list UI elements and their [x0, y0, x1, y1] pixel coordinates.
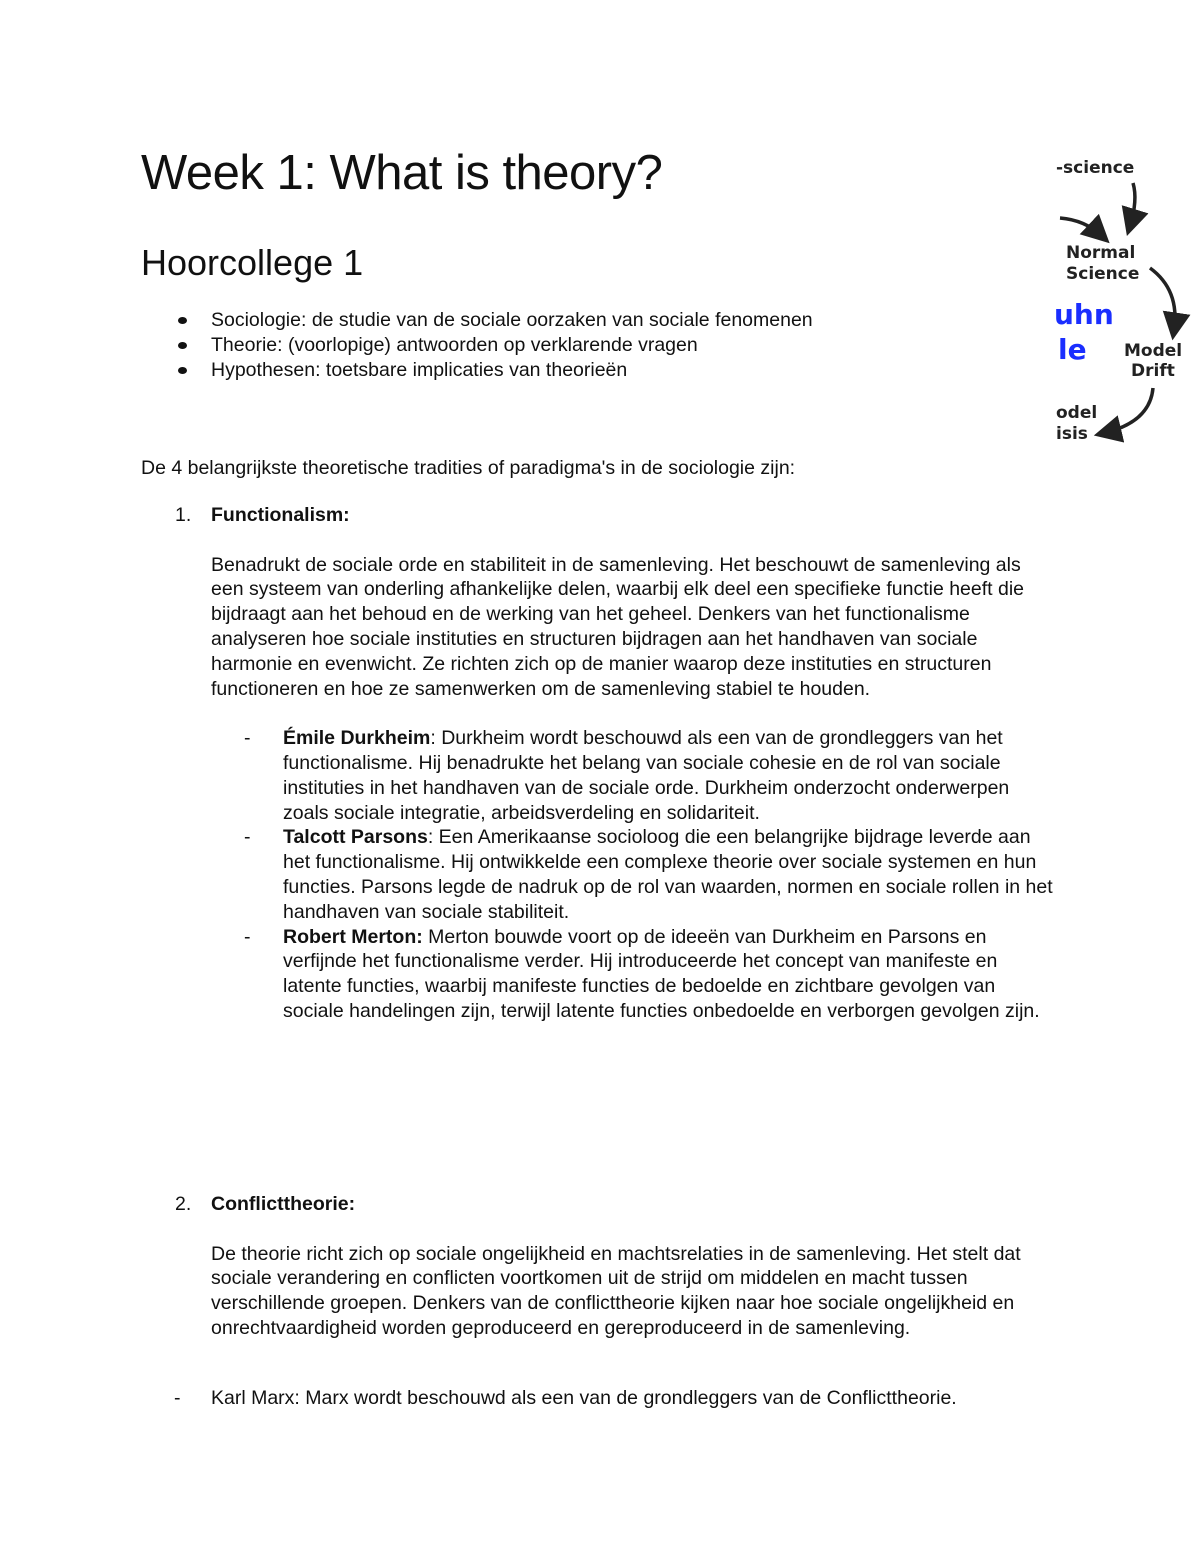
- section-number: 1.: [175, 504, 192, 526]
- section-functionalism: [141, 503, 1051, 1024]
- thinker-description: Karl Marx: Marx wordt beschouwd als een van de grondleggers van de Conflicttheorie.: [211, 1387, 957, 1409]
- thinker-description: : Durkheim wordt beschouwd als een van de grondleggers van het functionalisme. Hij benadrukte het belang van sociale cohesie en de rol van sociale instituties in het handhaven van de sociale orde. Durkheim onderzocht onderwerpen zoals sociale integratie, arbeidsverdeling en solidariteit.: [283, 727, 1010, 824]
- figure-label: odel: [1056, 403, 1098, 423]
- figure-label: -science: [1056, 158, 1135, 178]
- thinker-list: [141, 726, 1051, 1024]
- arrow-icon: [1150, 268, 1175, 330]
- list-item: Sociologie: de studie van de sociale oorzaken van sociale fenomenen: [141, 308, 1041, 333]
- section-heading: [141, 503, 1051, 528]
- intro-paragraph: De 4 belangrijkste theoretische tradities of paradigma's in de sociologie zijn:: [141, 457, 796, 479]
- figure-label: isis: [1056, 424, 1088, 444]
- thinker-karl-marx: [141, 1386, 1051, 1411]
- figure-label: uhn: [1054, 298, 1114, 331]
- bullet-icon: [178, 342, 187, 349]
- dash-marker: -: [244, 826, 251, 849]
- section-title: Functionalism:: [211, 504, 350, 526]
- figure-label: Drift: [1131, 361, 1175, 381]
- section-heading: [141, 1192, 1051, 1217]
- page-title: Week 1: What is theory?: [141, 146, 663, 200]
- figure-label: le: [1058, 333, 1087, 366]
- thinker-name: Robert Merton:: [283, 925, 423, 948]
- thinker-name: Talcott Parsons: [283, 826, 428, 849]
- bullet-icon: [178, 317, 187, 324]
- list-item: [141, 925, 1053, 1024]
- figure-label: Model: [1124, 341, 1183, 361]
- figure-label: Science: [1066, 264, 1140, 284]
- kuhn-cycle-diagram: [1040, 150, 1200, 450]
- list-item: [141, 726, 1053, 825]
- section-paragraph: De theorie richt zich op sociale ongelijkheid en machtsrelaties in de samenleving. Het stelt dat sociale verandering en conflicten voortkomen uit de strijd om middelen en macht tussen verschillende groepen. Denkers van de conflicttheorie kijken naar hoe sociale ongelijkheid en onrechtvaardigheid worden geproduceerd en gereproduceerd in de samenleving.: [211, 1242, 1021, 1339]
- arrow-icon: [1130, 183, 1135, 226]
- list-item: Theorie: (voorlopige) antwoorden op verklarende vragen: [141, 333, 1041, 358]
- lecture-subtitle: Hoorcollege 1: [141, 242, 364, 283]
- arrow-icon: [1104, 388, 1153, 433]
- section-title: Conflicttheorie:: [211, 1193, 356, 1215]
- arrow-icon: [1060, 218, 1102, 236]
- definition-list: [141, 308, 1041, 382]
- thinker-description: : Een Amerikaanse socioloog die een belangrijke bijdrage leverde aan het functionalisme. Hij ontwikkelde een complexe theorie over sociale systemen en hun functies. Parsons legde de nadruk op de rol van waarden, normen en sociale rollen in het handhaven van sociale stabiliteit.: [283, 826, 1053, 923]
- figure-label: Normal: [1066, 243, 1136, 263]
- section-conflicttheorie: [141, 1192, 1051, 1341]
- dash-marker: -: [244, 727, 251, 750]
- thinker-description: Merton bouwde voort op de ideeën van Durkheim en Parsons en verfijnde het functionalisme verder. Hij introduceerde het concept van manifeste en latente functies, waarbij manifeste functies de bedoelde en zichtbare gevolgen van sociale handelingen zijn, terwijl latente functies onbedoelde en verborgen gevolgen zijn.: [283, 925, 1040, 1022]
- kuhn-cycle-figure: [1040, 150, 1200, 450]
- section-paragraph: Benadrukt de sociale orde en stabiliteit in de samenleving. Het beschouwt de samenleving als een systeem van onderling afhankelijke delen, waarbij elk deel een specifieke functie heeft die bijdraagt aan het behoud en de werking van het geheel. Denkers van het functionalisme analyseren hoe sociale instituties en structuren bijdragen aan het handhaven van sociale harmonie en evenwicht. Ze richten zich op de manier waarop deze instituties en structuren functioneren en hoe ze samenwerken om de samenleving stabiel te houden.: [211, 553, 1025, 700]
- dash-marker: -: [244, 925, 251, 948]
- dash-marker: -: [174, 1387, 181, 1409]
- list-item: Hypothesen: toetsbare implicaties van theorieën: [141, 358, 1041, 383]
- list-item: [141, 825, 1053, 924]
- thinker-name: Émile Durkheim: [283, 727, 431, 750]
- section-number: 2.: [175, 1193, 192, 1215]
- bullet-icon: [178, 367, 187, 374]
